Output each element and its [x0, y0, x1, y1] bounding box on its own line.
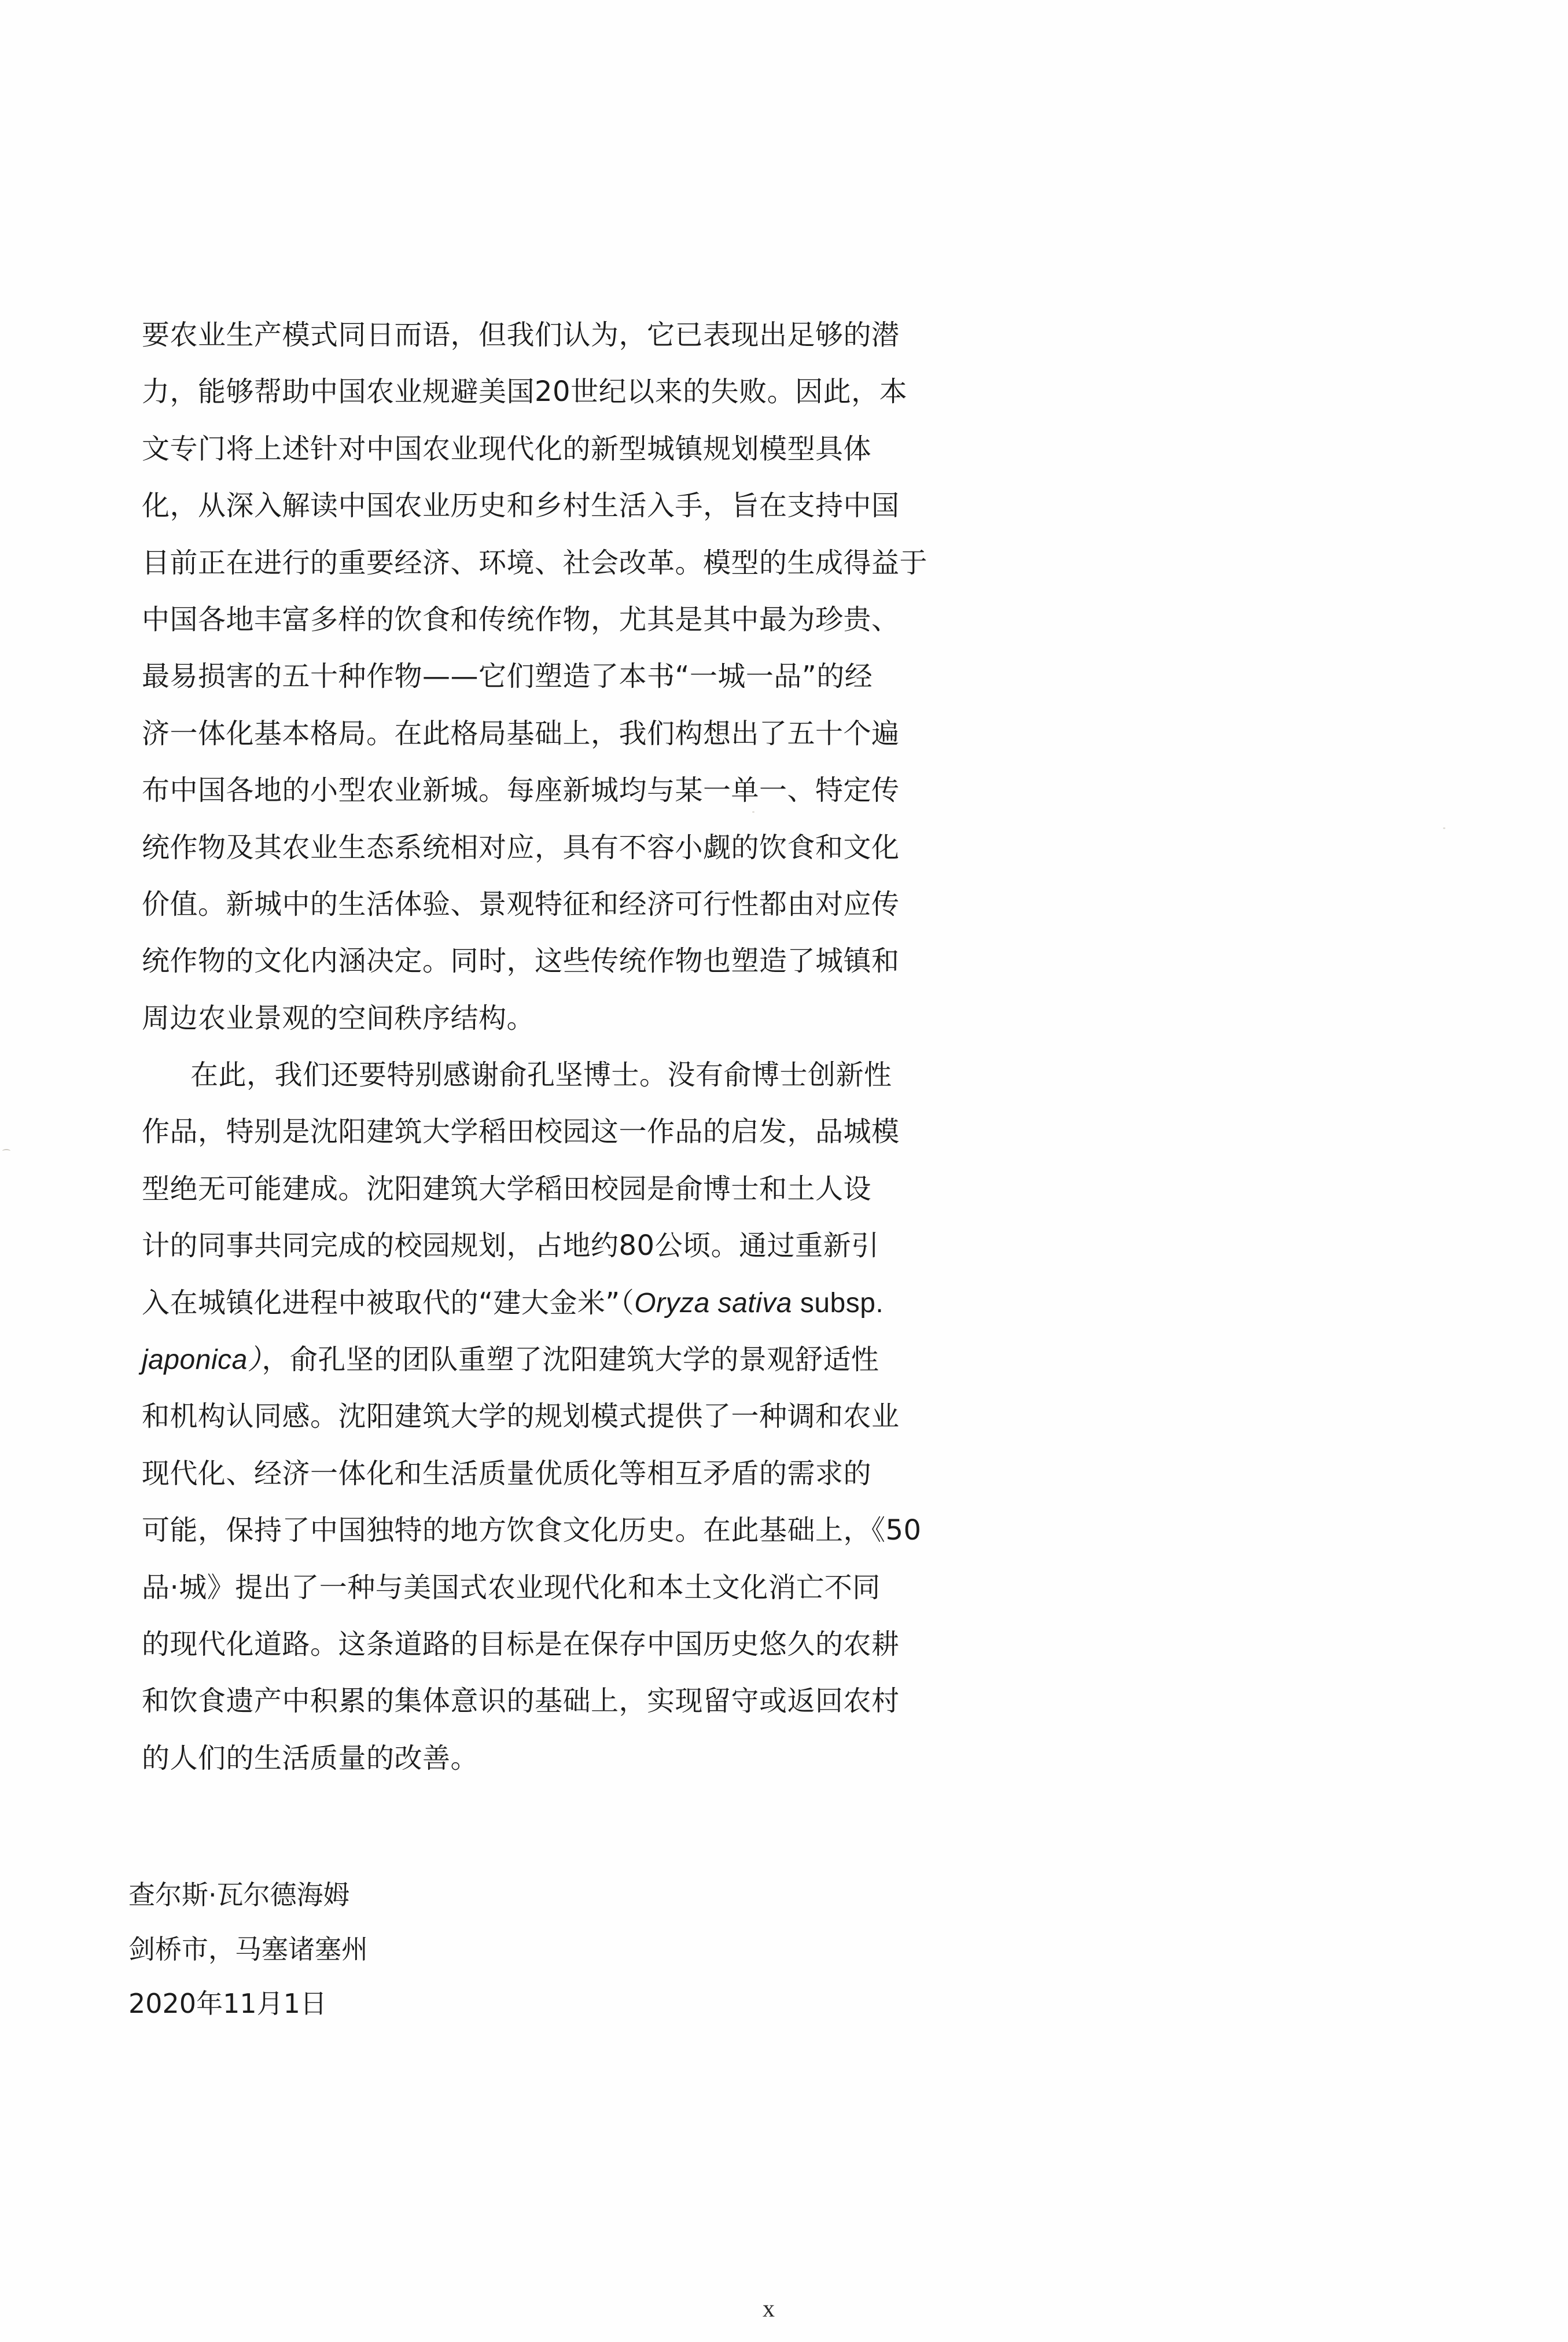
body-line: 作品，特别是沈阳建筑大学稻田校园这一作品的启发，品城模: [142, 1115, 900, 1148]
author-name: 查尔斯·瓦尔德海姆: [128, 1879, 350, 1910]
body-line: 文专门将上述针对中国农业现代化的新型城镇规划模型具体: [142, 432, 872, 465]
body-line: 统作物的文化内涵决定。同时，这些传统作物也塑造了城镇和: [142, 945, 900, 978]
date: 2020年11月1日: [128, 1988, 327, 2019]
page-edge-mark: [2, 1149, 10, 1153]
signature-block: [128, 1868, 368, 2031]
species-variety: japonica）: [142, 1345, 262, 1376]
body-line: 布中国各地的小型农业新城。每座新城均与某一单一、特定传: [142, 774, 900, 807]
body-line: 化，从深入解读中国农业历史和乡村生活入手，旨在支持中国: [142, 489, 900, 522]
body-line-text: ，俞孔坚的团队重塑了沈阳建筑大学的景观舒适性: [262, 1343, 879, 1376]
species-name: Oryza sativa: [634, 1287, 792, 1319]
body-line: 周边农业景观的空间秩序结构。: [142, 1001, 535, 1034]
body-line: 品·城》提出了一种与美国式农业现代化和本土文化消亡不同: [142, 1571, 881, 1604]
body-line: 济一体化基本格局。在此格局基础上，我们构想出了五十个遍: [142, 717, 900, 750]
paper-speck: [1443, 827, 1445, 829]
body-line: 的人们的生活质量的改善。: [142, 1741, 479, 1774]
body-line: 统作物及其农业生态系统相对应，具有不容小觑的饮食和文化: [142, 831, 900, 864]
paper-speck: [752, 811, 754, 813]
page-number: x: [763, 2296, 775, 2322]
body-line: 的现代化道路。这条道路的目标是在保存中国历史悠久的农耕: [142, 1627, 900, 1660]
body-line: 要农业生产模式同日而语，但我们认为，它已表现出足够的潜: [142, 319, 900, 351]
body-line: [142, 1275, 884, 1331]
place: 剑桥市，马塞诸塞州: [128, 1934, 368, 1965]
body-line: 现代化、经济一体化和生活质量优质化等相互矛盾的需求的: [142, 1457, 872, 1490]
body-line-text: 入在城镇化进程中被取代的“建大金米”（: [142, 1286, 635, 1319]
body-line: 型绝无可能建成。沈阳建筑大学稻田校园是俞博士和土人设: [142, 1172, 872, 1205]
body-line: [142, 1331, 877, 1388]
body-line: 目前正在进行的重要经济、环境、社会改革。模型的生成得益于: [142, 546, 928, 579]
body-line: 和饮食遗产中积累的集体意识的基础上，实现留守或返回农村: [142, 1685, 900, 1718]
body-line: 中国各地丰富多样的饮食和传统作物，尤其是其中最为珍贵、: [142, 603, 900, 636]
body-line: 价值。新城中的生活体验、景观特征和经济可行性都由对应传: [142, 888, 900, 920]
species-subsp: subsp.: [792, 1287, 884, 1319]
body-line: 计的同事共同完成的校园规划，占地约80公顷。通过重新引: [142, 1229, 879, 1262]
body-line: 和机构认同感。沈阳建筑大学的规划模式提供了一种调和农业: [142, 1400, 900, 1433]
body-line: 力，能够帮助中国农业规避美国20世纪以来的失败。因此，本: [142, 375, 908, 408]
body-line: 可能，保持了中国独特的地方饮食文化历史。在此基础上，《50: [142, 1514, 922, 1547]
body-line: 在此，我们还要特别感谢俞孔坚博士。没有俞博士创新性: [190, 1059, 892, 1092]
body-line: 最易损害的五十种作物——它们塑造了本书“一城一品”的经: [142, 660, 873, 693]
body-text: [142, 307, 928, 1787]
